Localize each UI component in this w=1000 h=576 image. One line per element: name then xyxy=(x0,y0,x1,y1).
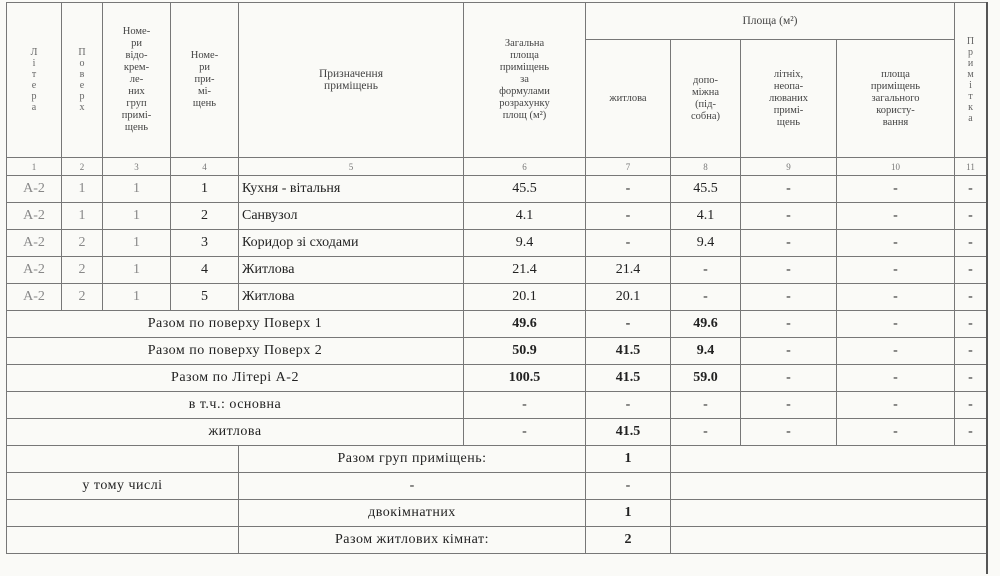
groups-total-row xyxy=(7,446,987,473)
table-row xyxy=(7,176,987,203)
cell-common: - xyxy=(837,257,955,284)
cell-common: - xyxy=(837,338,955,365)
header-group-numbers: Номе- ри відо- крем- ле- них груп примі- щень xyxy=(103,3,171,158)
cell-total: 100.5 xyxy=(464,365,586,392)
cell-aux: - xyxy=(671,419,741,446)
groups-two-room-value: 1 xyxy=(586,500,671,527)
cell-aux: - xyxy=(671,392,741,419)
cell-total: 20.1 xyxy=(464,284,586,311)
cell-living: 41.5 xyxy=(586,338,671,365)
groups-two-room-row xyxy=(7,500,987,527)
cell-purpose: Коридор зі сходами xyxy=(239,230,464,257)
cell-summer: - xyxy=(741,203,837,230)
empty-cell xyxy=(671,500,987,527)
cell-common: - xyxy=(837,284,955,311)
cell-note: - xyxy=(955,392,987,419)
cell-group: 1 xyxy=(103,284,171,311)
col-number: 3 xyxy=(103,158,171,176)
col-number: 6 xyxy=(464,158,586,176)
header-living: житлова xyxy=(586,40,671,158)
cell-purpose: Житлова xyxy=(239,284,464,311)
cell-aux: - xyxy=(671,284,741,311)
groups-incl-dash: - xyxy=(239,473,586,500)
header-common: площа приміщень загального користу- вання xyxy=(837,40,955,158)
cell-room: 2 xyxy=(171,203,239,230)
cell-summer: - xyxy=(741,230,837,257)
empty-cell xyxy=(671,446,987,473)
header-room-numbers: Номе- ри при- мі- щень xyxy=(171,3,239,158)
cell-litera: А-2 xyxy=(7,176,62,203)
cell-purpose: Кухня - вітальня xyxy=(239,176,464,203)
living-rooms-label: Разом житлових кімнат: xyxy=(239,527,586,554)
room-area-table xyxy=(6,2,987,554)
cell-note: - xyxy=(955,203,987,230)
cell-note: - xyxy=(955,365,987,392)
cell-total: 21.4 xyxy=(464,257,586,284)
cell-litera: А-2 xyxy=(7,203,62,230)
header-area-group: Площа (м²) xyxy=(586,3,955,40)
cell-purpose: Житлова xyxy=(239,257,464,284)
groups-two-room-label: двокімнатних xyxy=(239,500,586,527)
cell-total: - xyxy=(464,392,586,419)
cell-living: - xyxy=(586,230,671,257)
cell-room: 3 xyxy=(171,230,239,257)
header-total-area: Загальна площа приміщень за формулами розрахунку площ (м²) xyxy=(464,3,586,158)
cell-litera: А-2 xyxy=(7,230,62,257)
cell-note: - xyxy=(955,338,987,365)
cell-aux: 49.6 xyxy=(671,311,741,338)
col-number: 7 xyxy=(586,158,671,176)
cell-aux: 4.1 xyxy=(671,203,741,230)
table-row xyxy=(7,257,987,284)
cell-room: 4 xyxy=(171,257,239,284)
cell-summer: - xyxy=(741,338,837,365)
cell-group: 1 xyxy=(103,230,171,257)
cell-floor: 1 xyxy=(62,203,103,230)
cell-note: - xyxy=(955,230,987,257)
cell-floor: 2 xyxy=(62,257,103,284)
cell-litera: А-2 xyxy=(7,284,62,311)
cell-living: - xyxy=(586,311,671,338)
header-summer: літніх, неопа- люваних примі- щень xyxy=(741,40,837,158)
header-auxiliary: допо- міжна (під- собна) xyxy=(671,40,741,158)
cell-room: 1 xyxy=(171,176,239,203)
cell-summer: - xyxy=(741,419,837,446)
cell-living: 20.1 xyxy=(586,284,671,311)
cell-purpose: Санвузол xyxy=(239,203,464,230)
cell-living: 21.4 xyxy=(586,257,671,284)
cell-common: - xyxy=(837,311,955,338)
cell-group: 1 xyxy=(103,203,171,230)
cell-total: 9.4 xyxy=(464,230,586,257)
cell-living: 41.5 xyxy=(586,419,671,446)
cell-summer: - xyxy=(741,176,837,203)
cell-aux: 59.0 xyxy=(671,365,741,392)
col-number: 1 xyxy=(7,158,62,176)
cell-total: 45.5 xyxy=(464,176,586,203)
table-row xyxy=(7,203,987,230)
summary-row xyxy=(7,338,987,365)
cell-floor: 2 xyxy=(62,284,103,311)
cell-total: 49.6 xyxy=(464,311,586,338)
cell-note: - xyxy=(955,419,987,446)
summary-row xyxy=(7,365,987,392)
summary-label: Разом по Літері А-2 xyxy=(7,365,464,392)
cell-aux: 9.4 xyxy=(671,230,741,257)
col-number: 8 xyxy=(671,158,741,176)
summary-row xyxy=(7,419,987,446)
cell-summer: - xyxy=(741,284,837,311)
cell-living: - xyxy=(586,176,671,203)
cell-summer: - xyxy=(741,311,837,338)
groups-incl-value: - xyxy=(586,473,671,500)
empty-cell xyxy=(7,446,239,473)
col-number: 4 xyxy=(171,158,239,176)
cell-summer: - xyxy=(741,257,837,284)
table-row xyxy=(7,284,987,311)
groups-incl-row xyxy=(7,473,987,500)
cell-aux: - xyxy=(671,257,741,284)
col-number: 2 xyxy=(62,158,103,176)
table-row xyxy=(7,230,987,257)
empty-cell xyxy=(671,527,987,554)
cell-summer: - xyxy=(741,365,837,392)
cell-note: - xyxy=(955,176,987,203)
cell-litera: А-2 xyxy=(7,257,62,284)
empty-cell xyxy=(7,500,239,527)
cell-aux: 45.5 xyxy=(671,176,741,203)
cell-floor: 2 xyxy=(62,230,103,257)
cell-total: - xyxy=(464,419,586,446)
cell-common: - xyxy=(837,230,955,257)
summary-label: в т.ч.: основна xyxy=(7,392,464,419)
groups-total-value: 1 xyxy=(586,446,671,473)
cell-total: 4.1 xyxy=(464,203,586,230)
summary-label: Разом по поверху Поверх 1 xyxy=(7,311,464,338)
cell-common: - xyxy=(837,203,955,230)
cell-summer: - xyxy=(741,392,837,419)
cell-living: 41.5 xyxy=(586,365,671,392)
summary-label: житлова xyxy=(7,419,464,446)
living-rooms-value: 2 xyxy=(586,527,671,554)
groups-total-label: Разом груп приміщень: xyxy=(239,446,586,473)
cell-total: 50.9 xyxy=(464,338,586,365)
summary-label: Разом по поверху Поверх 2 xyxy=(7,338,464,365)
groups-incl-label: у тому числі xyxy=(7,473,239,500)
col-number: 10 xyxy=(837,158,955,176)
cell-living: - xyxy=(586,392,671,419)
col-number: 5 xyxy=(239,158,464,176)
header-note: П р и м і т к а xyxy=(955,3,987,158)
summary-row xyxy=(7,311,987,338)
col-number: 9 xyxy=(741,158,837,176)
cell-common: - xyxy=(837,365,955,392)
empty-cell xyxy=(671,473,987,500)
cell-common: - xyxy=(837,392,955,419)
cell-floor: 1 xyxy=(62,176,103,203)
cell-group: 1 xyxy=(103,176,171,203)
header-litera: Л і т е р а xyxy=(7,3,62,158)
cell-common: - xyxy=(837,176,955,203)
col-number: 11 xyxy=(955,158,987,176)
header-purpose: Призначення приміщень xyxy=(239,3,464,158)
empty-cell xyxy=(7,527,239,554)
cell-room: 5 xyxy=(171,284,239,311)
cell-common: - xyxy=(837,419,955,446)
cell-living: - xyxy=(586,203,671,230)
cell-note: - xyxy=(955,311,987,338)
header-poverkh: П о в е р х xyxy=(62,3,103,158)
cell-group: 1 xyxy=(103,257,171,284)
cell-note: - xyxy=(955,284,987,311)
summary-row xyxy=(7,392,987,419)
cell-aux: 9.4 xyxy=(671,338,741,365)
living-rooms-row xyxy=(7,527,987,554)
cell-note: - xyxy=(955,257,987,284)
